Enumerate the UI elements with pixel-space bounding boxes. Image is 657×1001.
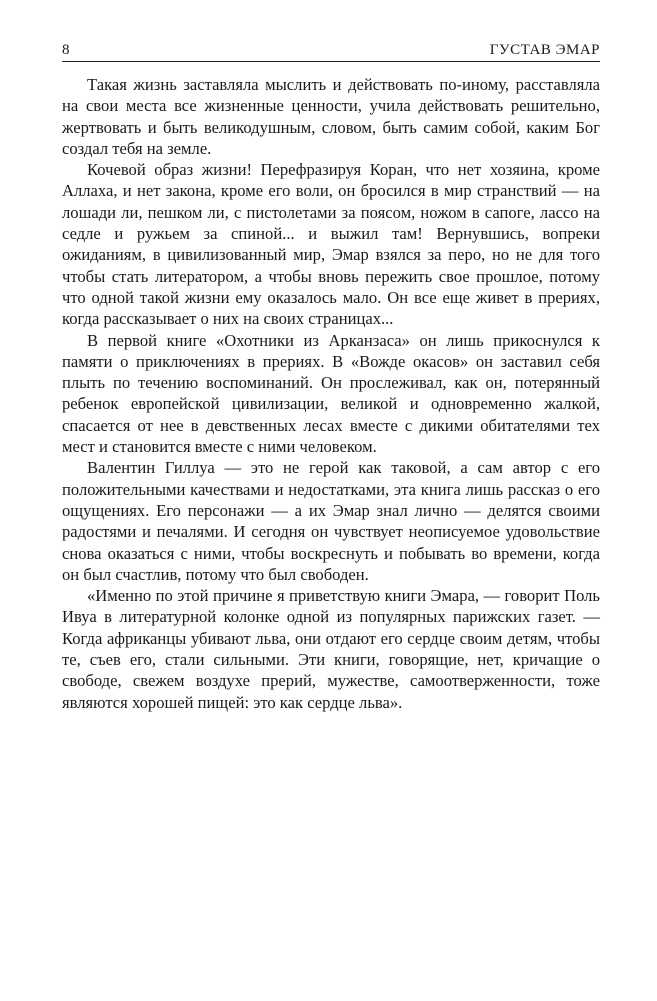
body-text — [62, 74, 600, 713]
paragraph-4: Валентин Гиллуа — это не герой как таковой, а сам автор с его положительными качествами и недостатками, эта книга лишь рассказ о его ощущениях. Его персонажи — а их Эмар знал лично — делятся своими радостями и печалями. И сегодня он чувствует неописуемое удовольствие снова оказаться с ними, чтобы воскреснуть и побывать во времени, когда он был счастлив, потому что был свободен. — [62, 458, 600, 584]
page-number: 8 — [62, 42, 70, 58]
header-rule — [62, 61, 600, 62]
paragraph-2: Кочевой образ жизни! Перефразируя Коран, что нет хозяина, кроме Аллаха, и нет закона, кроме его воли, он бросился в мир странствий — на лошади ли, пешком ли, с пистолетами за поясом, ножом в сапоге, лассо на седле и ружьем за спиной... и выжил там! Вернувшись, вопреки ожиданиям, в цивилизованный мир, Эмар взялся за перо, но не для того чтобы стать литератором, а чтобы вновь пережить свое прошлое, потому что одной такой жизни ему оказалось мало. Он все еще живет в прериях, когда рассказывает о них на своих страницах... — [62, 160, 600, 329]
running-head: ГУСТАВ ЭМАР — [489, 42, 600, 58]
paragraph-3: В первой книге «Охотники из Арканзаса» он лишь прикоснулся к памяти о приключениях в прериях. В «Вожде окасов» он заставил себя плыть по течению воспоминаний. Он прослеживал, как он, потерянный ребенок европейской цивилизации, великой и одновременно жалкой, спасается от нее в девственных лесах вместе с дикими обитателями тех мест и становится вместе с ними человеком. — [62, 330, 600, 457]
paragraph-1: Такая жизнь заставляла мыслить и действовать по-иному, расставляла на свои места все жизненные ценности, учила действовать решительно, жертвовать и быть великодушным, словом, быть самим собой, каким Бог создал тебя на земле. — [62, 75, 600, 158]
page-header — [62, 40, 600, 62]
paragraph-5: «Именно по этой причине я приветствую книги Эмара, — говорит Поль Ивуа в литературной колонке одной из популярных парижских газет. — Когда африканцы убивают льва, они отдают его сердце своим детям, чтобы те, съев его, стали сильными. Эти книги, говорящие, нет, кричащие о свободе, свежем воздухе прерий, мужестве, самоотверженности, тоже являются хорошей пищей: это как сердце льва». — [62, 586, 600, 712]
